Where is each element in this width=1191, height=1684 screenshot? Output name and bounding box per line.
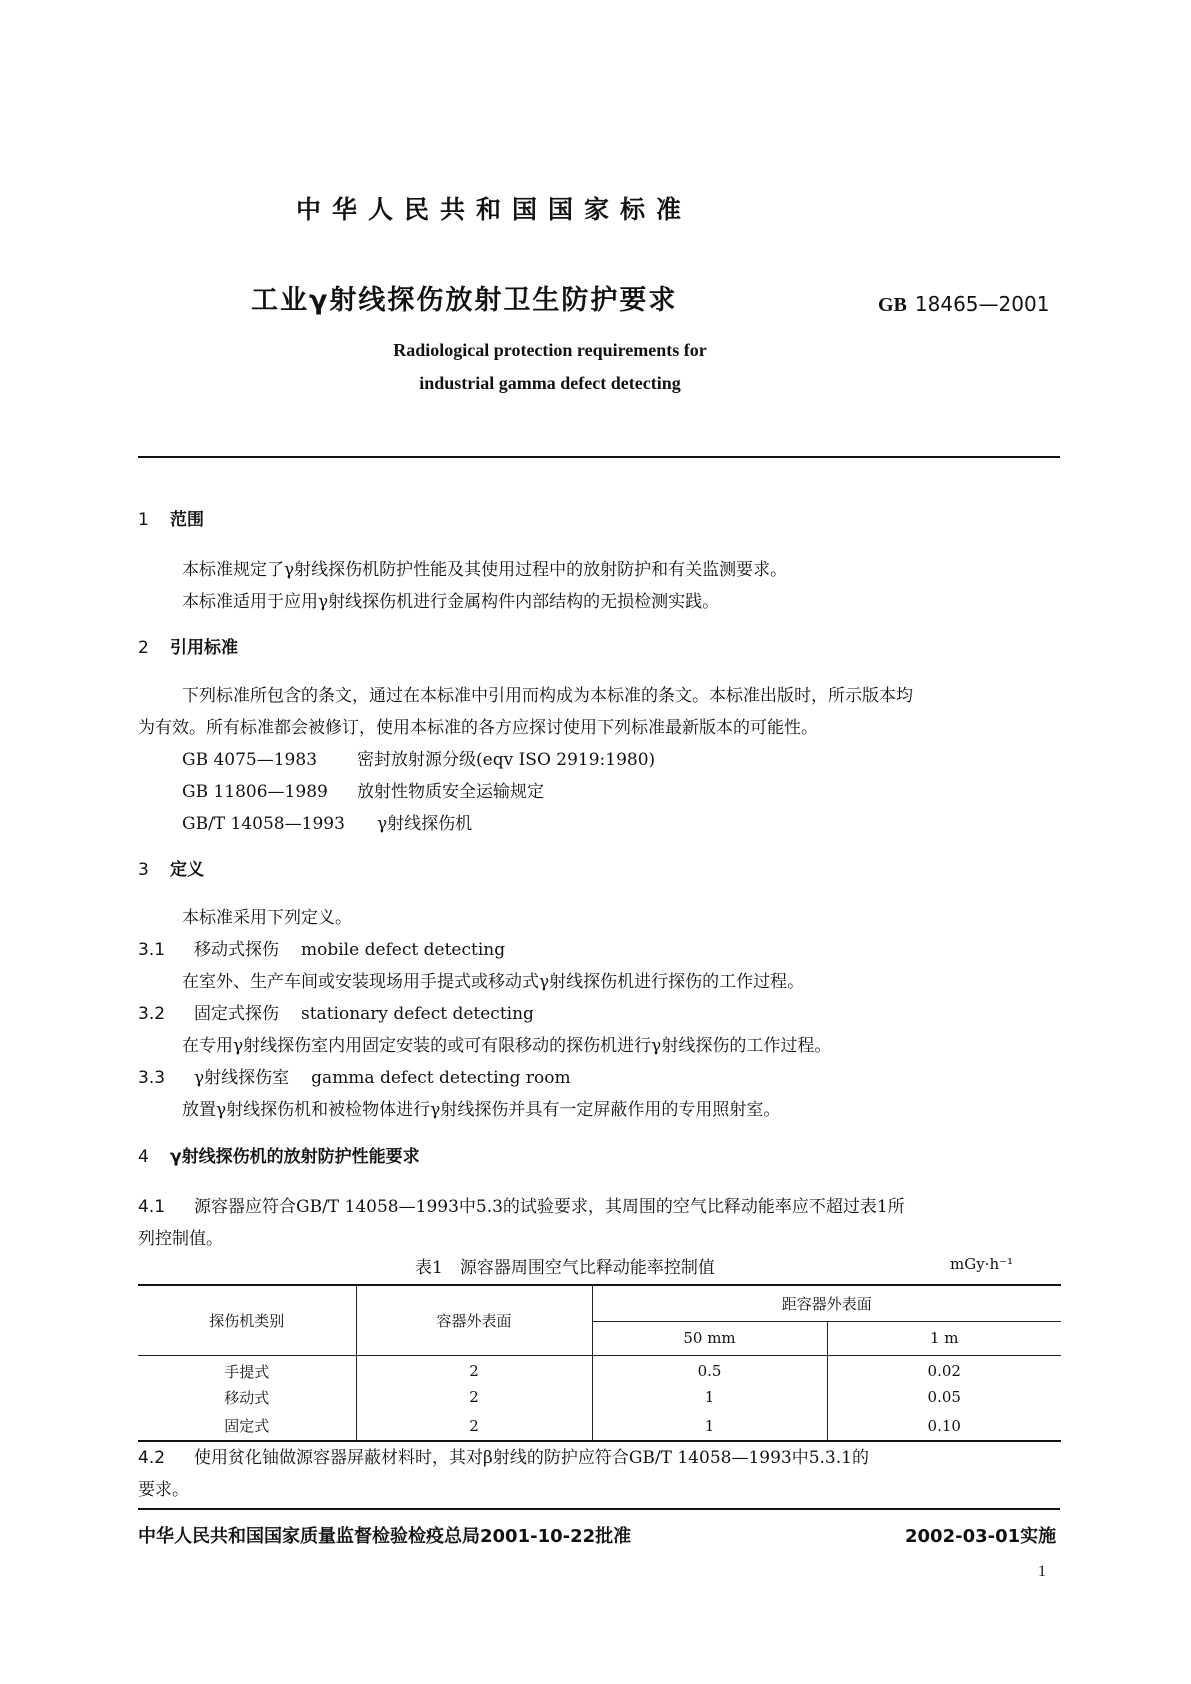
header-50mm: 50 mm [592, 1321, 827, 1355]
definition-3-1-term: 3.1 移动式探伤 mobile defect detecting [138, 940, 506, 960]
table-row: 固定式 2 1 0.10 [138, 1411, 1061, 1441]
definition-3-3-text: 放置γ射线探伤机和被检物体进行γ射线探伤并具有一定屏蔽作用的专用照射室。 [182, 1100, 781, 1120]
section-4-heading: 4 γ射线探伤机的放射防护性能要求 [138, 1147, 420, 1167]
definition-3-3-term: 3.3 γ射线探伤室 gamma defect detecting room [138, 1068, 571, 1088]
header-distance: 距容器外表面 [592, 1285, 1061, 1321]
document-title: 工业γ射线探伤放射卫生防护要求 [251, 285, 678, 316]
clause-4-2-line2: 要求。 [138, 1480, 189, 1500]
section-2-heading: 2 引用标准 [138, 638, 238, 658]
code-number: 18465—2001 [914, 292, 1050, 316]
table-1 [138, 1284, 1061, 1442]
section-3-intro: 本标准采用下列定义。 [182, 908, 352, 928]
section-1-paragraph-2: 本标准适用于应用γ射线探伤机进行金属构件内部结构的无损检测实践。 [182, 592, 720, 612]
definition-3-2-text: 在专用γ射线探伤室内用固定安装的或可有限移动的探伤机进行γ射线探伤的工作过程。 [182, 1036, 832, 1056]
implementation-date: 2002-03-01实施 [905, 1526, 1057, 1547]
table-row: 移动式 2 1 0.05 [138, 1383, 1061, 1411]
standard-code [878, 292, 1049, 317]
code-prefix: GB [878, 294, 907, 316]
section-1-paragraph-1: 本标准规定了γ射线探伤机防护性能及其使用过程中的放射防护和有关监测要求。 [182, 560, 788, 580]
header-type: 探伤机类别 [138, 1285, 356, 1355]
table-1-caption: 表1 源容器周围空气比释动能率控制值 [415, 1258, 715, 1278]
national-standard-title: 中华人民共和国国家标准 [296, 195, 693, 224]
english-title-line2: industrial gamma defect detecting [419, 373, 681, 393]
table-row: 手提式 2 0.5 0.02 [138, 1355, 1061, 1383]
header-rule [138, 456, 1060, 458]
english-title-line1: Radiological protection requirements for [393, 340, 707, 360]
header-1m: 1 m [827, 1321, 1061, 1355]
reference-item: GB 4075—1983 密封放射源分级(eqv ISO 2919:1980) [182, 750, 656, 770]
clause-4-2-line1: 4.2 使用贫化铀做源容器屏蔽材料时，其对β射线的防护应符合GB/T 14058—1993中5.3.1的 [138, 1448, 869, 1468]
reference-item: GB 11806—1989 放射性物质安全运输规定 [182, 782, 544, 802]
clause-4-1-line2: 列控制值。 [138, 1229, 223, 1249]
reference-item: GB/T 14058—1993 γ射线探伤机 [182, 814, 473, 834]
header-surface: 容器外表面 [356, 1285, 592, 1355]
definition-3-1-text: 在室外、生产车间或安装现场用手提式或移动式γ射线探伤机进行探伤的工作过程。 [182, 972, 805, 992]
definition-3-2-term: 3.2 固定式探伤 stationary defect detecting [138, 1004, 534, 1024]
section-1-heading: 1 范围 [138, 510, 204, 530]
section-2-intro-line1: 下列标准所包含的条文，通过在本标准中引用而构成为本标准的条文。本标准出版时，所示版本均 [182, 686, 913, 706]
section-2-intro-line2: 为有效。所有标准都会被修订，使用本标准的各方应探讨使用下列标准最新版本的可能性。 [138, 718, 818, 738]
footer-rule [138, 1508, 1060, 1510]
table-1-unit: mGy·h⁻¹ [950, 1255, 1014, 1273]
clause-4-1-line1: 4.1 源容器应符合GB/T 14058—1993中5.3的试验要求，其周围的空气比释动能率应不超过表1所 [138, 1197, 905, 1217]
section-3-heading: 3 定义 [138, 860, 204, 880]
approval-line: 中华人民共和国国家质量监督检验检疫总局2001-10-22批准 [138, 1526, 632, 1547]
page-number: 1 [1038, 1563, 1046, 1580]
